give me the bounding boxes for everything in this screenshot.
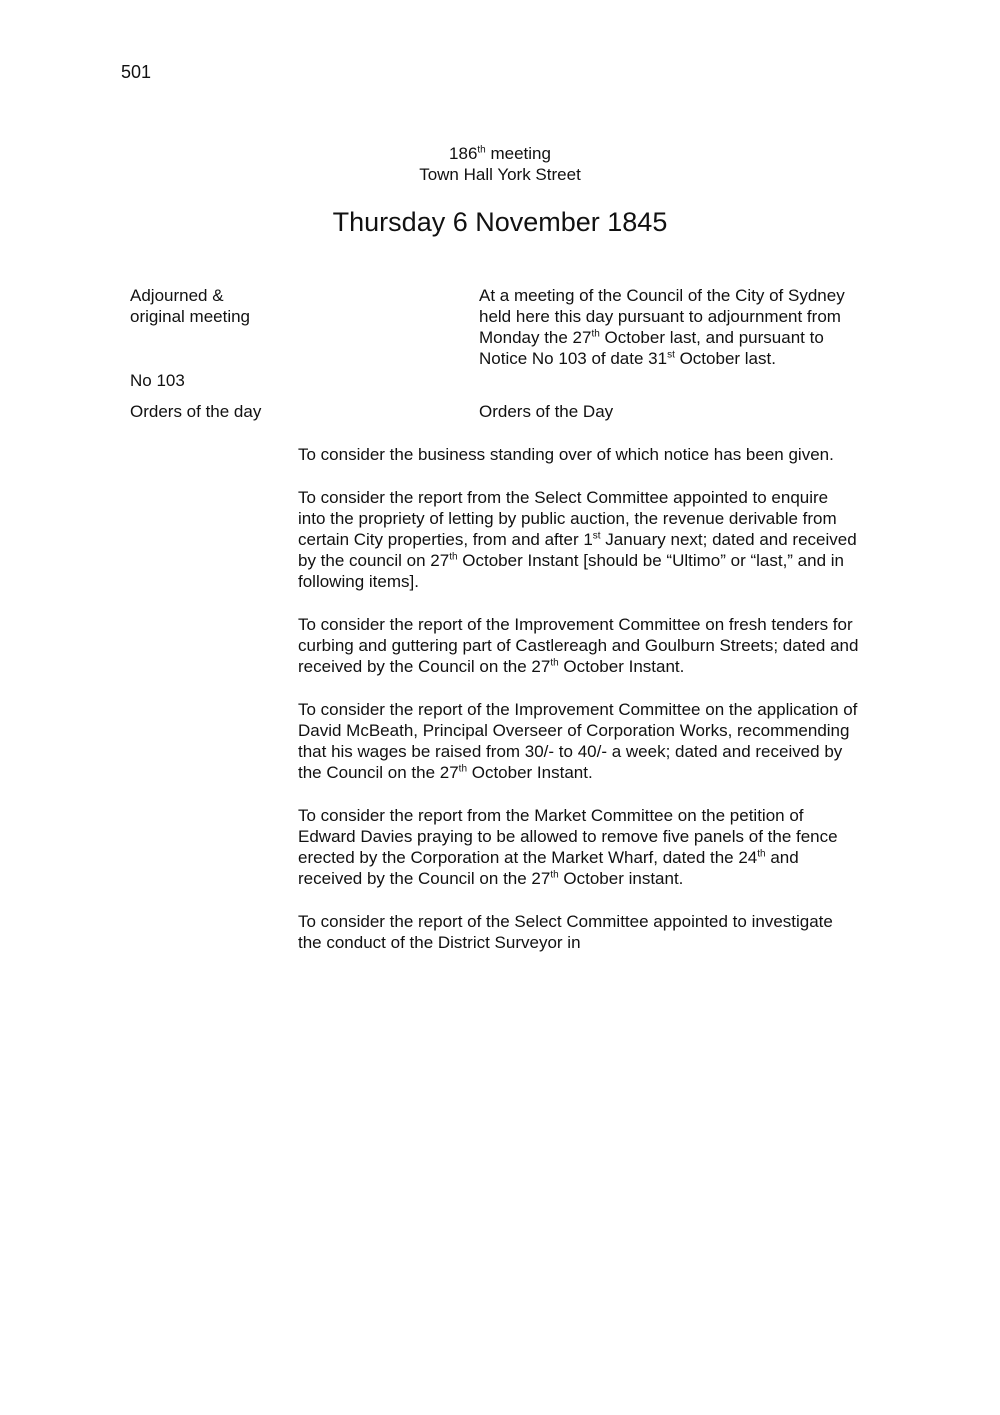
intro-text: Monday the 27 [479, 328, 592, 347]
meeting-venue: Town Hall York Street [419, 165, 581, 184]
order-item-business-standing-over [298, 444, 918, 465]
item-line: the conduct of the District Surveyor in [298, 933, 581, 952]
intro-line [479, 327, 899, 348]
item-text: erected by the Corporation at the Market Wharf, dated the 24 [298, 848, 758, 867]
order-item-improvement-committee-mcbeath [298, 699, 918, 783]
order-item-improvement-committee-tenders [298, 614, 918, 677]
item-text: the Council on the 27 [298, 763, 459, 782]
meeting-number [0, 143, 1000, 164]
item-text: October Instant [should be “Ultimo” or “last,” and in [457, 551, 845, 570]
item-text: October instant. [558, 869, 684, 888]
item-text: by the council on 27 [298, 551, 450, 570]
ordinal-suffix: th [449, 551, 458, 563]
meeting-date-heading: Thursday 6 November 1845 [332, 207, 668, 237]
margin-note-line: Adjourned & [130, 286, 224, 305]
item-line [298, 847, 918, 868]
item-text: certain City properties, from and after 1 [298, 530, 593, 549]
intro-line: held here this day pursuant to adjournment from [479, 307, 841, 326]
margin-note-line: original meeting [130, 307, 251, 326]
intro-text: October last. [674, 349, 776, 368]
ordinal-suffix: th [458, 763, 468, 775]
margin-note-orders [130, 401, 330, 422]
item-line [298, 656, 918, 677]
intro-text: October last, and pursuant to [599, 328, 824, 347]
item-line: To consider the report from the Select Committee appointed to enquire [298, 488, 829, 507]
ordinal-suffix: st [592, 530, 601, 542]
item-line [298, 762, 918, 783]
item-text: received by the Council on the 27 [298, 869, 551, 888]
ordinal-suffix: st [667, 349, 675, 361]
intro-line: At a meeting of the Council of the City of Sydney [479, 286, 845, 305]
item-line: curbing and guttering part of Castlereagh and Goulburn Streets; dated and [298, 636, 859, 655]
page-number: 501 [121, 62, 152, 82]
item-text: October Instant. [558, 657, 685, 676]
item-line: To consider the report of the Improvement Committee on fresh tenders for [298, 615, 853, 634]
intro-text: Notice No 103 of date 31 [479, 349, 668, 368]
ordinal-suffix: th [757, 848, 766, 860]
intro-paragraph [479, 285, 899, 369]
item-line: that his wages be raised from 30/- to 40/- a week; dated and received by [298, 742, 843, 761]
ordinal-suffix: th [550, 657, 559, 669]
order-item-market-committee-davies [298, 805, 918, 889]
item-line: To consider the business standing over of which notice has been given. [298, 445, 834, 464]
intro-line [479, 348, 899, 369]
item-text: and [765, 848, 799, 867]
order-item-select-committee-district-surveyor [298, 911, 918, 953]
margin-note-notice [130, 370, 330, 391]
item-text: October Instant. [467, 763, 593, 782]
meeting-number-value: 186 [449, 144, 478, 163]
margin-note-line: Orders of the day [130, 402, 262, 421]
meeting-word: meeting [485, 144, 551, 163]
meeting-number-suffix: th [477, 144, 486, 156]
item-line: Edward Davies praying to be allowed to remove five panels of the fence [298, 827, 838, 846]
item-line [298, 550, 918, 571]
item-text: received by the Council on the 27 [298, 657, 551, 676]
item-line: into the propriety of letting by public auction, the revenue derivable from [298, 509, 837, 528]
order-item-select-committee-auction [298, 487, 918, 592]
margin-note-line: No 103 [130, 371, 185, 390]
item-line [298, 868, 918, 889]
item-line: To consider the report of the Improvement Committee on the application of [298, 700, 858, 719]
item-line: To consider the report from the Market Committee on the petition of [298, 806, 804, 825]
item-line: following items]. [298, 572, 419, 591]
item-line: To consider the report of the Select Committee appointed to investigate [298, 912, 833, 931]
margin-note-adjourned [130, 285, 330, 327]
item-line: David McBeath, Principal Overseer of Corporation Works, recommending [298, 721, 850, 740]
item-line [298, 529, 918, 550]
item-text: January next; dated and received [600, 530, 857, 549]
ordinal-suffix: th [550, 869, 559, 881]
ordinal-suffix: th [591, 328, 600, 340]
orders-of-the-day-title: Orders of the Day [479, 402, 614, 421]
